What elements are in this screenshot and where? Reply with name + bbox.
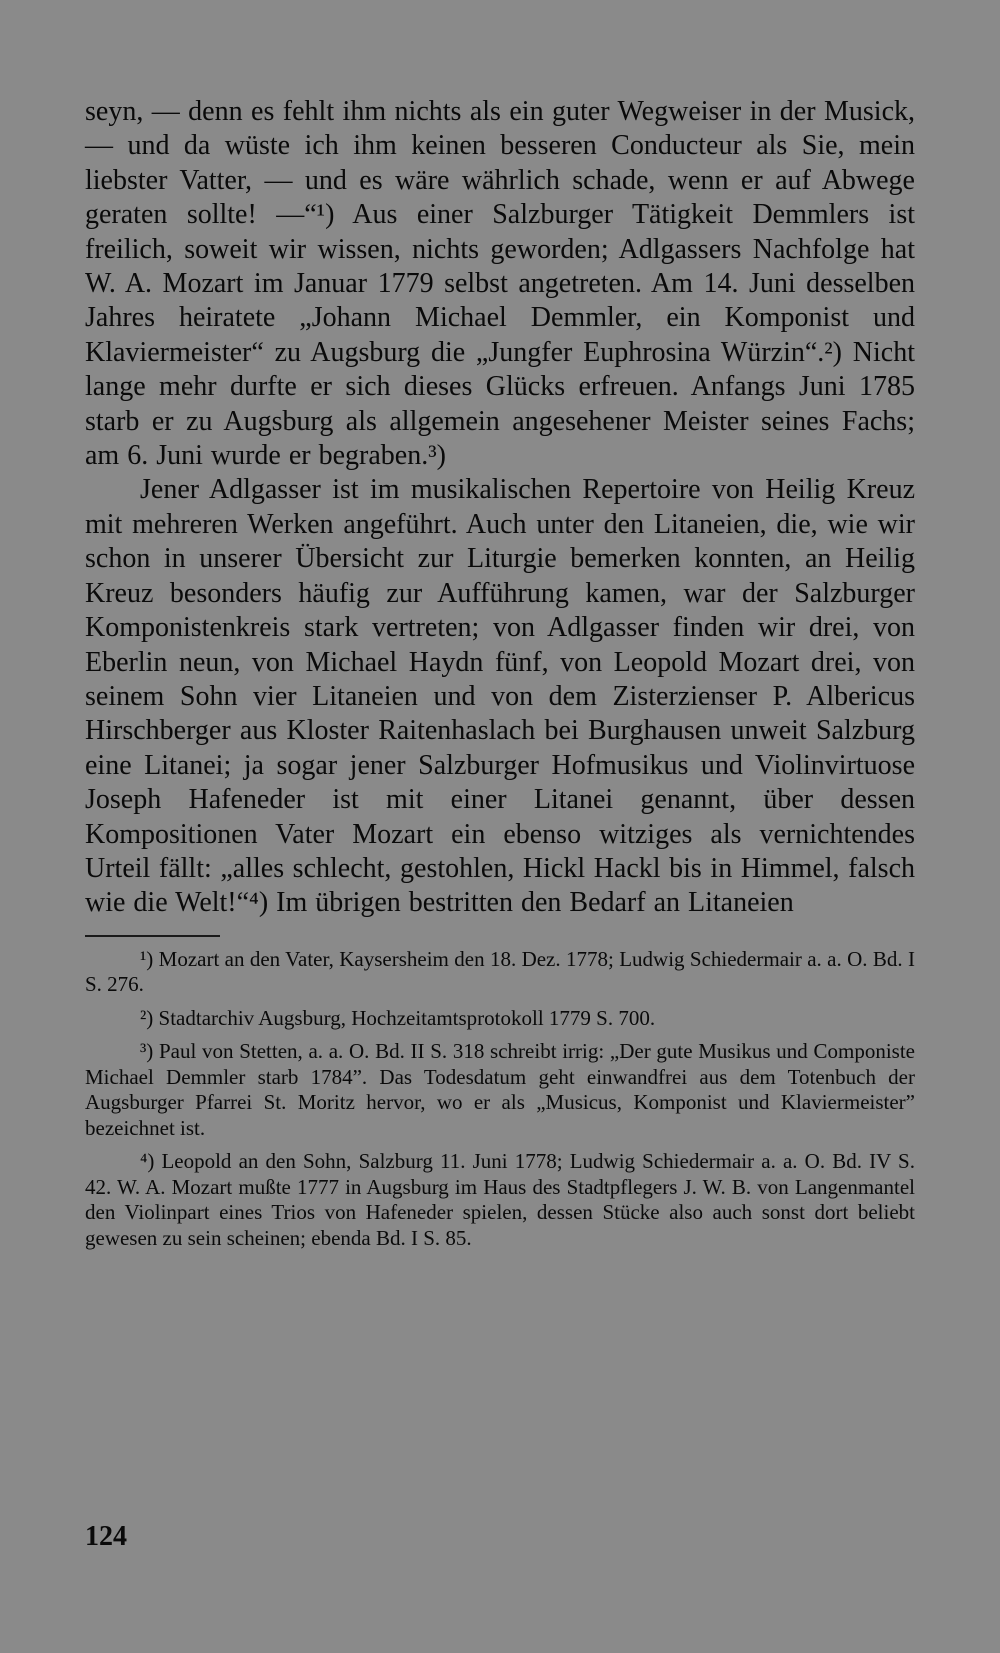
body-paragraph-1: seyn, — denn es fehlt ihm nichts als ein guter Wegweiser in der Musick, — und da wüste ich ihm keinen besseren Conducteur als Sie, mein liebster Vatter, — und es wäre währlich schade, wenn er auf Abwege geraten sollte! —“¹) Aus einer Salzburger Tätigkeit Demmlers ist freilich, soweit wir wissen, nichts geworden; Adlgassers Nachfolge hat W. A. Mozart im Januar 1779 selbst angetreten. Am 14. Juni desselben Jahres heiratete „Johann Michael Demmler, ein Komponist und Klaviermeister“ zu Augsburg die „Jungfer Euphrosina Würzin“.²) Nicht lange mehr durfte er sich dieses Glücks erfreuen. Anfangs Juni 1785 starb er zu Augsburg als allgemein angesehener Meister seines Fachs; am 6. Juni wurde er begraben.³)	[85, 96, 915, 472]
page-content	[85, 95, 915, 1259]
footnote-1: ¹) Mozart an den Vater, Kaysersheim den 18. Dez. 1778; Ludwig Schiedermair a. a. O. Bd. I S. 276.	[85, 946, 915, 997]
footnotes	[85, 947, 915, 1252]
footnote-divider	[85, 935, 220, 937]
footnote-4: ⁴) Leopold an den Sohn, Salzburg 11. Juni 1778; Ludwig Schiedermair a. a. O. Bd. IV S. 42. W. A. Mozart mußte 1777 in Augsburg im Haus des Stadtpflegers J. W. B. von Langenmantel den Violinpart eines Trios von Hafeneder spielen, dessen Stücke also auch sonst dort beliebt gewesen zu sein scheinen; ebenda Bd. I S. 85.	[85, 1149, 915, 1250]
footnote-3: ³) Paul von Stetten, a. a. O. Bd. II S. 318 schreibt irrig: „Der gute Musikus und Componiste Michael Demmler starb 1784”. Das Todesdatum geht einwandfrei aus dem Totenbuch der Augsburger Pfarrei St. Moritz hervor, wo er als „Musicus, Komponist und Klaviermeister” bezeichnet ist.	[85, 1039, 915, 1140]
footnote-2: ²) Stadtarchiv Augsburg, Hochzeitamtsprotokoll 1779 S. 700.	[140, 1005, 656, 1030]
body-paragraph-2: Jener Adlgasser ist im musikalischen Repertoire von Heilig Kreuz mit mehreren Werken angeführt. Auch unter den Litaneien, die, wie wir schon in unserer Übersicht zur Liturgie bemerken konnten, an Heilig Kreuz besonders häufig zur Aufführung kamen, war der Salzburger Komponistenkreis stark vertreten; von Adlgasser finden wir drei, von Eberlin neun, von Michael Haydn fünf, von Leopold Mozart drei, von seinem Sohn vier Litaneien und von dem Zisterzienser P. Albericus Hirschberger aus Kloster Raitenhaslach bei Burghausen unweit Salzburg eine Litanei; ja sogar jener Salzburger Hofmusikus und Violinvirtuose Joseph Hafeneder ist mit einer Litanei genannt, über dessen Kompositionen Vater Mozart ein ebenso witziges als vernichtendes Urteil fällt: „alles schlecht, gestohlen, Hickl Hackl bis in Himmel, falsch wie die Welt!“⁴) Im übrigen bestritten den Bedarf an Litaneien	[85, 474, 915, 919]
page-number: 124	[85, 1521, 127, 1552]
